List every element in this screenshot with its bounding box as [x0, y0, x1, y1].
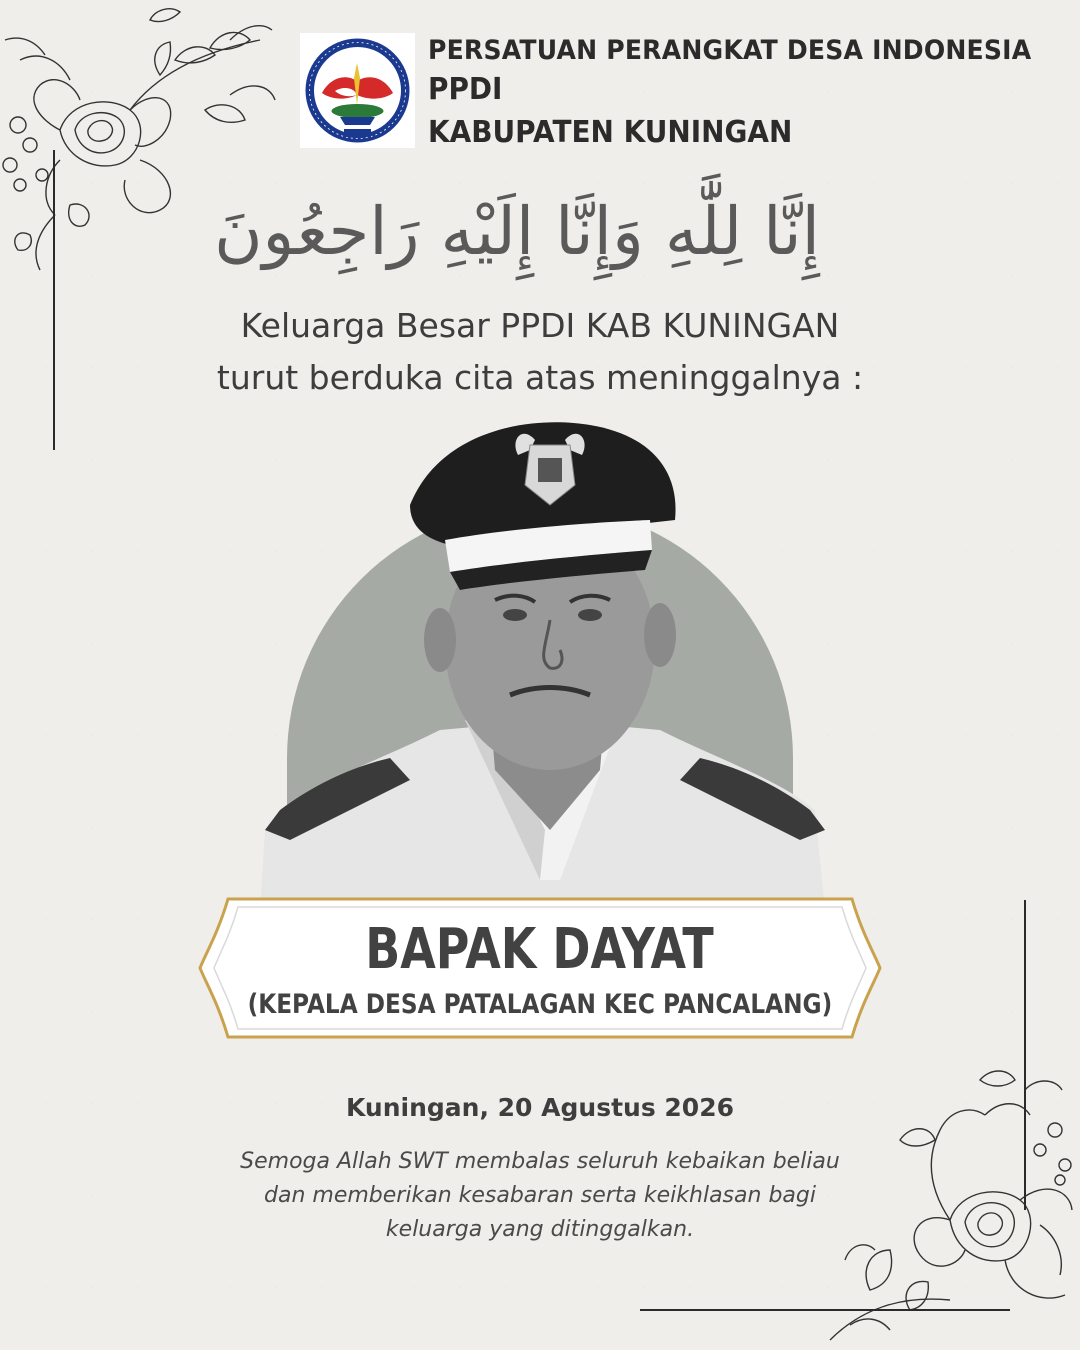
deceased-name-text: BAPAK DAYAT — [365, 917, 715, 982]
org-acronym: PPDI — [428, 72, 503, 107]
prayer-line-1: Semoga Allah SWT membalas seluruh kebaikan beliau — [240, 1149, 840, 1174]
ppdi-logo — [300, 33, 415, 148]
org-name: PERSATUAN PERANGKAT DESA INDONESIA — [428, 35, 1032, 66]
istirja-calligraphy: إِنَّا لِلَّٰهِ وَإِنَّا إِلَيْهِ رَاجِعُونَ — [214, 193, 820, 270]
deceased-position-text: (KEPALA DESA PATALAGAN KEC PANCALANG) — [247, 989, 833, 1020]
intro-text — [0, 300, 1080, 404]
prayer-text — [0, 1145, 1080, 1247]
ppdi-emblem-icon — [300, 33, 415, 148]
prayer-line-2: dan memberikan kesabaran serta keikhlasan bagi — [264, 1183, 816, 1208]
deceased-name — [198, 915, 882, 985]
date-line: Kuningan, 20 Agustus 2026 — [346, 1093, 734, 1122]
portrait-photo — [260, 410, 830, 910]
org-region: KABUPATEN KUNINGAN — [428, 115, 793, 150]
deceased-position — [198, 985, 882, 1025]
prayer-line-3: keluarga yang ditinggalkan. — [385, 1217, 695, 1242]
intro-line-2: turut berduka cita atas meninggalnya : — [216, 358, 864, 397]
intro-line-1: Keluarga Besar PPDI KAB KUNINGAN — [240, 306, 840, 345]
org-header — [428, 32, 1077, 156]
divider-line-bottom — [640, 1309, 1010, 1311]
